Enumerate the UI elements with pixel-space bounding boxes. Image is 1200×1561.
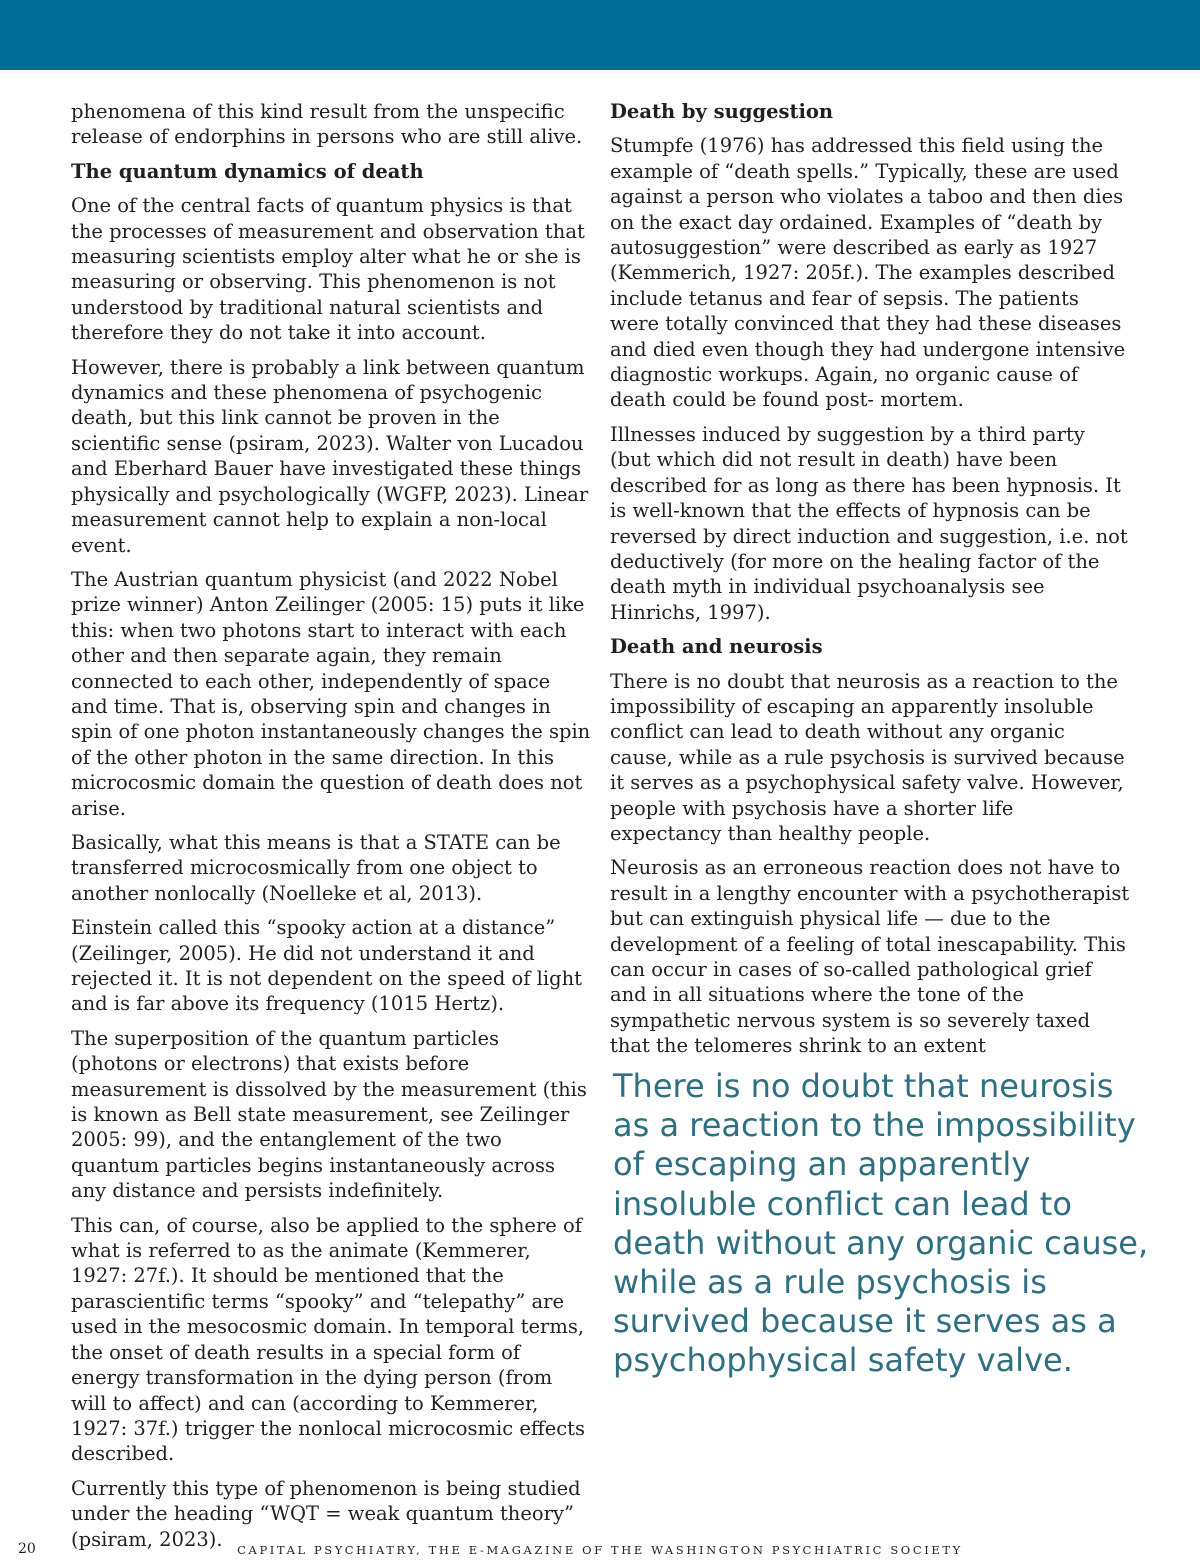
paragraph: There is no doubt that neurosis as a reaction to the impossibility of escaping an apparently insoluble conflict can lead to death without any organic cause, while as a rule psychosis is survived because it serves as a psychophysical safety valve. However, people with psychosis have a shorter life expectancy than healthy people.: [610, 669, 1125, 845]
section-heading-death-and-neurosis: Death and neurosis: [610, 635, 823, 659]
paragraph: Neurosis as an erroneous reaction does not have to result in a lengthy encounter with a psychotherapist but can extinguish physical life — due to the development of a feeling of total inescapability. This can occur in cases of so-called pathological grief and in all situations where the tone of the sympathetic nervous system is so severely taxed that the telomeres shrink to an extent: [610, 856, 1130, 1058]
section-heading-death-by-suggestion: Death by suggestion: [610, 100, 834, 123]
paragraph: One of the central facts of quantum physics is that the processes of measurement and observation that measuring scientists employ alter what he or she is measuring or observing. This phenomenon is not understood by traditional natural scientists and therefore they do not take it into account.: [71, 194, 585, 345]
pull-quote: There is no doubt that neurosis as a reaction to the impossibility of escaping an apparently insoluble conflict can lead to death without any organic cause, while as a rule psychosis is survived because it serves as a psychophysical safety valve.: [613, 1067, 1149, 1380]
right-column: [610, 99, 1130, 1068]
paragraph: Einstein called this “spooky action at a distance” (Zeilinger, 2005). He did not understand it and rejected it. It is not dependent on the speed of light and is far above its frequency (1015 Hertz).: [71, 916, 583, 1016]
paragraph: Currently this type of phenomenon is being studied under the heading “WQT = weak quantum theory” (psiram, 2023).: [71, 1476, 581, 1551]
paragraph: Stumpfe (1976) has addressed this field using the example of “death spells.” Typically, these are used against a person who violates a taboo and then dies on the exact day ordained. Examples of “death by autosuggestion” were described as early as 1927 (Kemmerich, 1927: 205f.). The examples described include tetanus and fear of sepsis. The patients were totally convinced that they had these diseases and died even though they had undergone intensive diagnostic workups. Again, no organic cause of death could be found post- mortem.: [610, 134, 1126, 412]
paragraph: Basically, what this means is that a STATE can be transferred microcosmically from one object to another nonlocally (Noelleke et al, 2013).: [71, 830, 561, 905]
paragraph: However, there is probably a link between quantum dynamics and these phenomena of psychogenic death, but this link cannot be proven in the scientific sense (psiram, 2023). Walter von Lucadou and Eberhard Bauer have investigated these things physically and psychologically (WGFP, 2023). Linear measurement cannot help to explain a non-local event.: [71, 355, 589, 557]
page-number: 20: [18, 1541, 36, 1557]
section-heading-quantum-dynamics: The quantum dynamics of death: [71, 159, 424, 183]
paragraph: The Austrian quantum physicist (and 2022 Nobel prize winner) Anton Zeilinger (2005: 15) puts it like this: when two photons start to interact with each other and then separate again, they remain connected to each other, independently of space and time. That is, observing spin and changes in spin of one photon instantaneously changes the spin of the other photon in the same direction. In this microcosmic domain the question of death does not arise.: [71, 567, 591, 820]
header-band: [0, 0, 1200, 70]
paragraph: This can, of course, also be applied to the sphere of what is referred to as the animate (Kemmerer, 1927: 27f.). It should be mentioned that the parascientific terms “spooky” and “telepathy” are used in the mesocosmic domain. In temporal terms, the onset of death results in a special form of energy transformation in the dying person (from will to affect) and can (according to Kemmerer, 1927: 37f.) trigger the nonlocal microcosmic effects described.: [71, 1213, 586, 1466]
paragraph: Illnesses induced by suggestion by a third party (but which did not result in death) have been described for as long as there has been hypnosis. It is well-known that the effects of hypnosis can be reversed by direct induction and suggestion, i.e. not deductively (for more on the healing factor of the death myth in individual psychoanalysis see Hinrichs, 1997).: [610, 422, 1128, 624]
publication-footer: CAPITAL PSYCHIATRY, THE E-MAGAZINE OF THE WASHINGTON PSYCHIATRIC SOCIETY: [237, 1543, 963, 1557]
paragraph: phenomena of this kind result from the unspecific release of endorphins in persons who are still alive.: [71, 100, 583, 149]
left-column: [71, 99, 591, 1561]
paragraph: The superposition of the quantum particles (photons or electrons) that exists before measurement is dissolved by the measurement (this is known as Bell state measurement, see Zeilinger 2005: 99), and the entanglement of the two quantum particles begins instantaneously across any distance and persists indefinitely.: [71, 1026, 587, 1203]
